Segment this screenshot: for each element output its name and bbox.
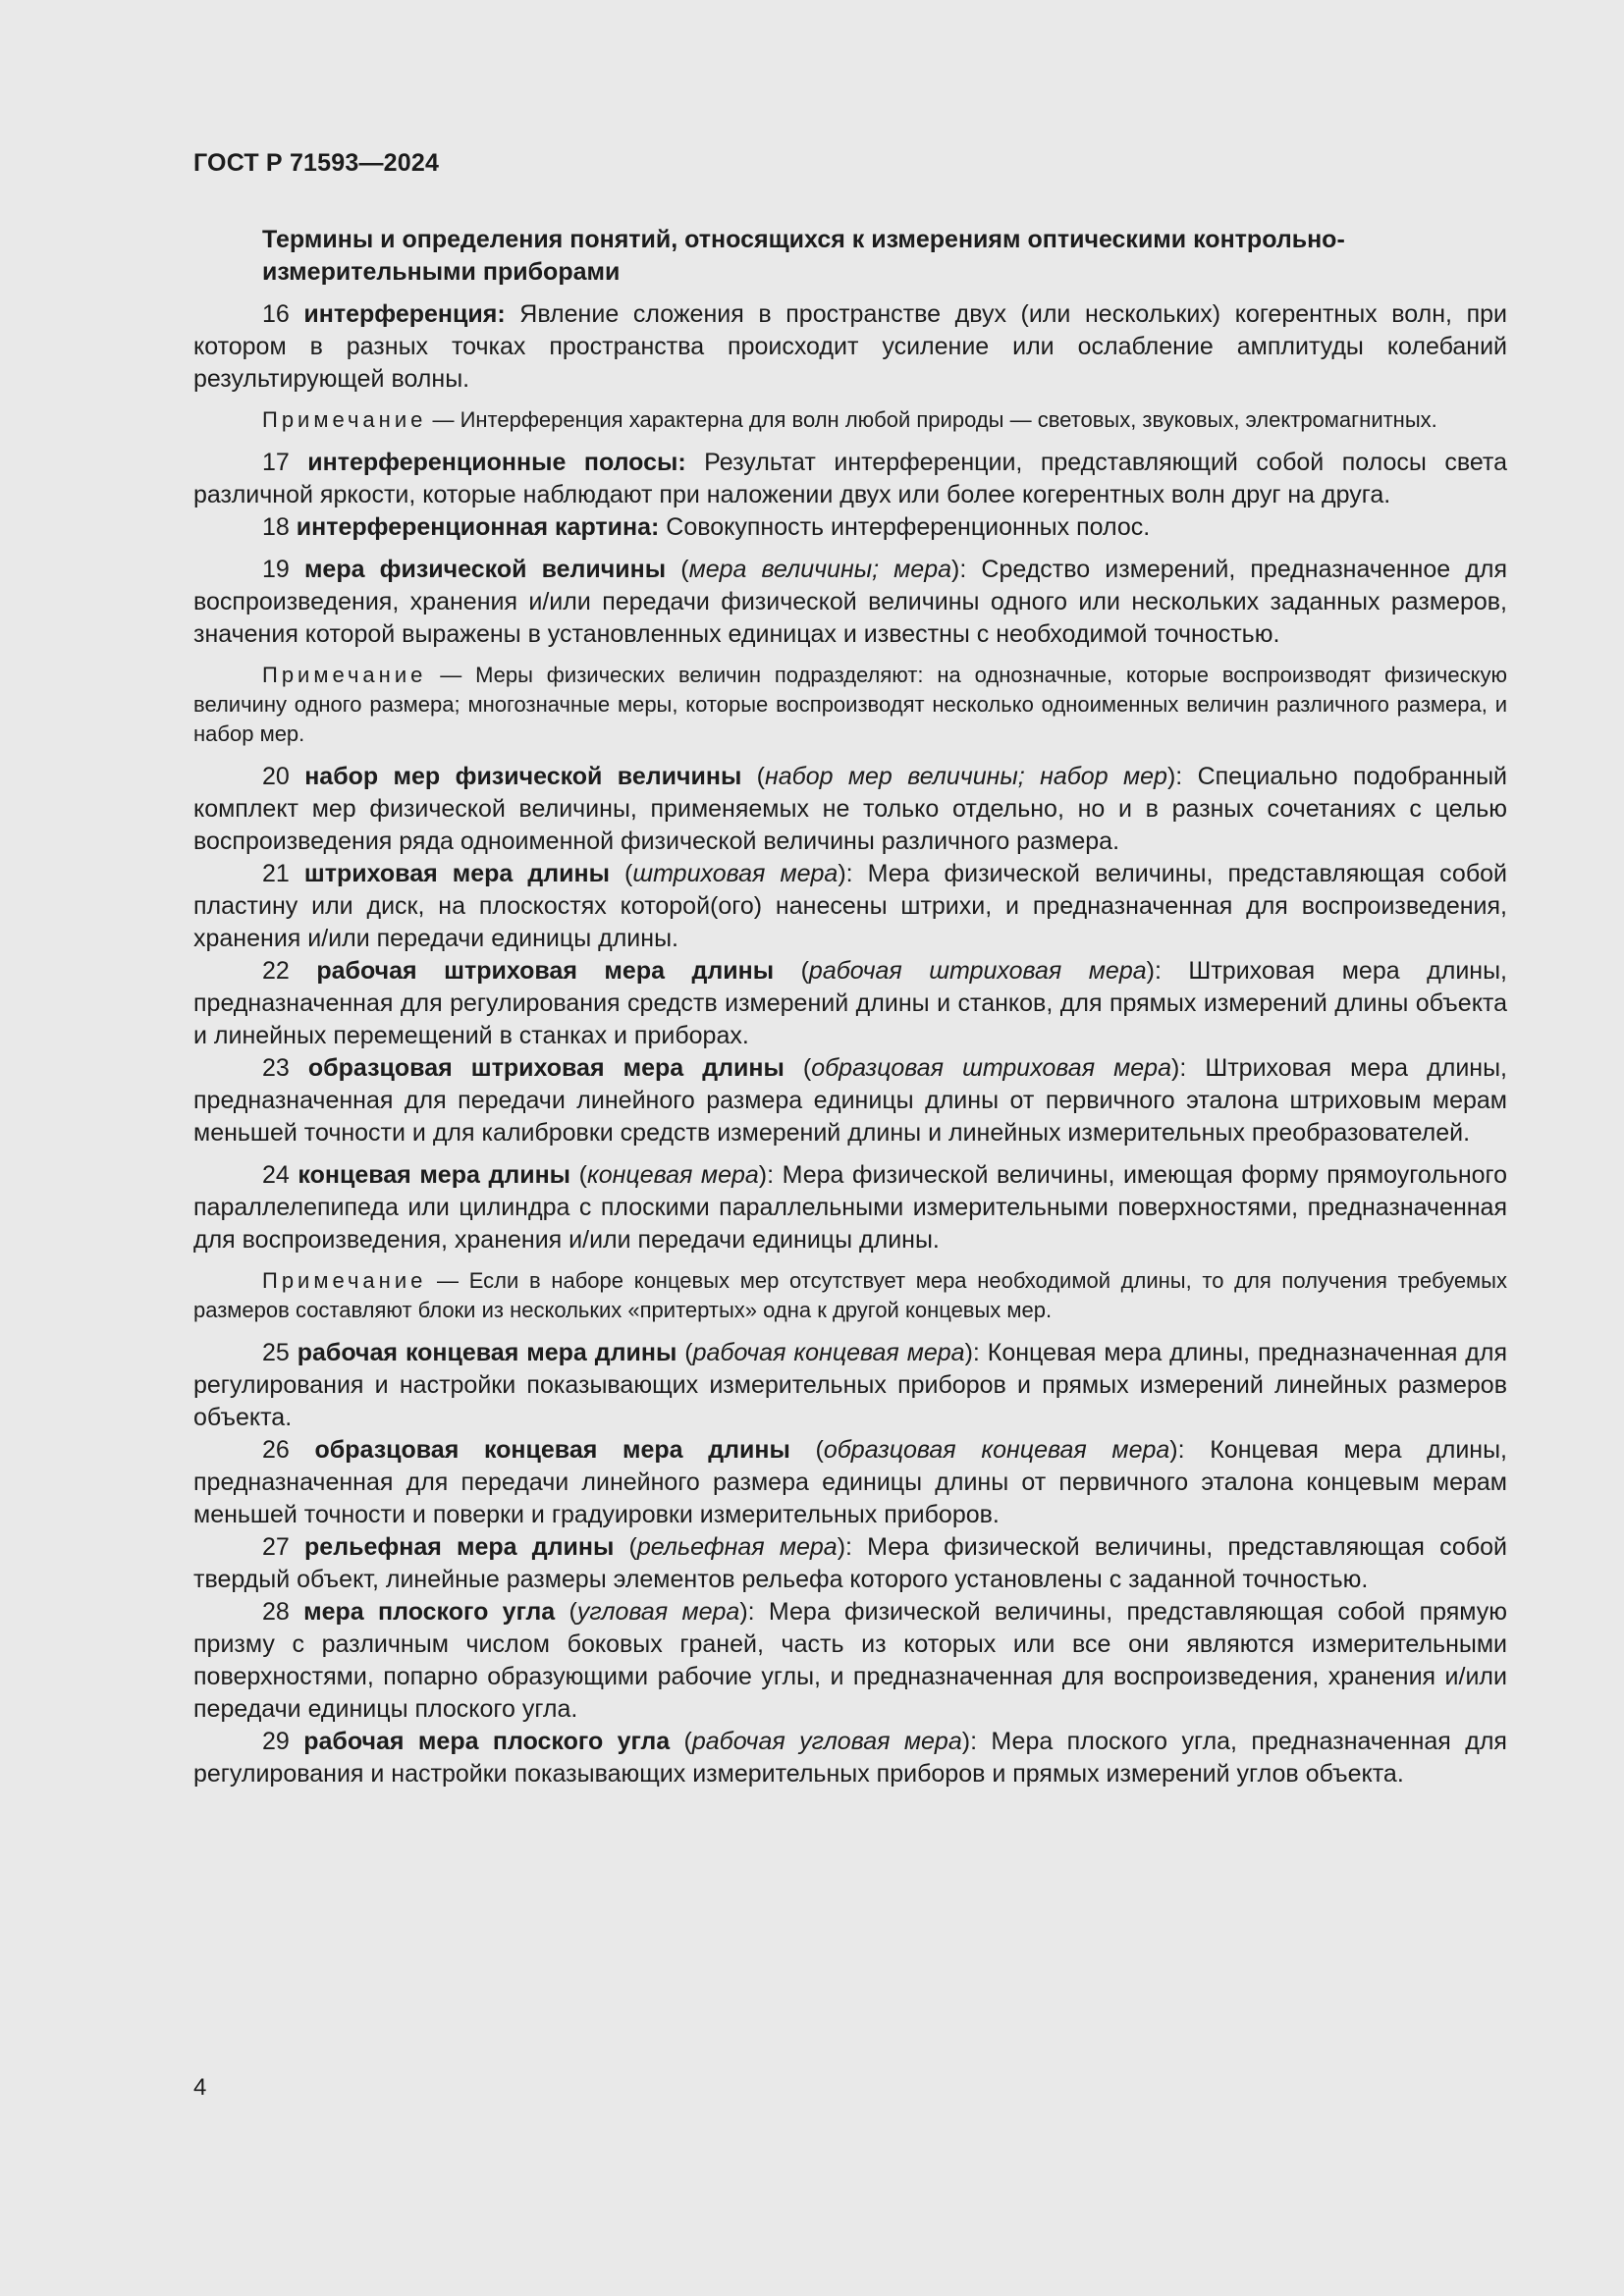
term-entry: 21 штриховая мера длины (штриховая мера): Мера физической величины, представляющая собой пластину или диск, на плоскостях которой(ого) нанесены штрихи, и предназначенная для воспроизведения, хранения и/или передачи единицы длины.: [193, 860, 1508, 952]
term-entry: 27 рельефная мера длины (рельефная мера): Мера физической величины, представляющая собой твердый объект, линейные размеры элементов рельефа которого установлены с заданной точностью.: [193, 1533, 1508, 1593]
term-list: [193, 298, 1507, 1790]
term-name: интерференционные полосы:: [307, 449, 686, 476]
term-name: интерференционная картина:: [296, 513, 660, 541]
note-text: — Если в наборе концевых мер отсутствует мера необходимой длины, то для получения требуемых размеров составляют блоки из нескольких «притертых» одна к другой концевых мер.: [193, 1268, 1507, 1322]
term-synonym: набор мер величины; набор мер: [765, 763, 1167, 790]
term-number: 29: [262, 1728, 290, 1755]
term-name: рабочая мера плоского угла: [303, 1728, 671, 1755]
note-text: — Интерференция характерна для волн любой природы — световых, звуковых, электромагнитных.: [426, 407, 1437, 432]
term-definition: : Штриховая мера длины, предназначенная для регулирования средств измерений длины и станков, для прямых измерений длины объекта и линейных перемещений в станках и приборах.: [193, 957, 1507, 1049]
term-entry: 29 рабочая мера плоского угла (рабочая угловая мера): Мера плоского угла, предназначенная для регулирования и настройки показывающих измерительных приборов и прямых измерений углов объекта.: [193, 1728, 1507, 1788]
term-number: 16: [262, 300, 290, 328]
term-number: 22: [262, 957, 290, 985]
term-entry: [193, 298, 1507, 396]
term-entry: 25 рабочая концевая мера длины (рабочая концевая мера): Концевая мера длины, предназначенная для регулирования и настройки показывающих измерительных приборов и прямых измерений линейных размеров объекта.: [193, 1339, 1508, 1431]
term-definition: Совокупность интерференционных полос.: [659, 513, 1151, 541]
note-label: Примечание: [262, 407, 427, 432]
term-synonym: концевая мера: [586, 1161, 759, 1189]
term-note: [193, 1266, 1507, 1325]
term-entry: 28 мера плоского угла (угловая мера): Мера физической величины, представляющая собой прямую призму с различным числом боковых граней, часть из которых или все они являются измерительными поверхностями, попарно образующими рабочие углы, и предназначенная для воспроизведения, хранения и/или передачи единицы плоского угла.: [193, 1598, 1508, 1723]
document-body: [193, 224, 1507, 1790]
term-definition: Результат интерференции, представляющий собой полосы света различной яркости, которые наблюдают при наложении двух или более когерентных волн друг на друга.: [193, 449, 1507, 508]
term-synonym: штриховая мера: [632, 860, 839, 887]
term-synonym: угловая мера: [576, 1598, 740, 1626]
term-number: 18: [262, 513, 290, 541]
term-number: 17: [262, 449, 290, 476]
term-definition: : Средство измерений, предназначенное для воспроизведения, хранения и/или передачи физической величины одного или нескольких заданных размеров, значения которой выражены в установленных единицах и известны с необходимой точностью.: [193, 556, 1507, 648]
note-text: — Меры физических величин подразделяют: на однозначные, которые воспроизводят физическую величину одного размера; многозначные меры, которые воспроизводят несколько одноименных величин различного размера, и набор мер.: [193, 663, 1507, 746]
term-synonym: мера величины; мера: [688, 556, 952, 583]
term-number: 24: [262, 1161, 290, 1189]
term-name: интерференция:: [303, 300, 506, 328]
term-entry: [193, 511, 1507, 544]
term-definition: : Мера физической величины, представляющая собой пластину или диск, на плоскостях которой(ого) нанесены штрихи, и предназначенная для воспроизведения, хранения и/или передачи единицы длины.: [193, 860, 1508, 952]
term-entry: 26 образцовая концевая мера длины (образцовая концевая мера): Концевая мера длины, предназначенная для передачи линейного размера единицы длины от первичного эталона концевым мерам меньшей точности и поверки и градуировки измерительных приборов.: [193, 1436, 1508, 1528]
term-name: мера плоского угла: [303, 1598, 556, 1626]
term-name: рабочая штриховая мера длины: [316, 957, 775, 985]
term-definition: Явление сложения в пространстве двух (или нескольких) когерентных волн, при котором в разных точках пространства происходит усиление или ослабление амплитуды колебаний результирующей волны.: [193, 300, 1507, 393]
term-name: набор мер физической величины: [304, 763, 742, 790]
term-name: образцовая штриховая мера длины: [307, 1054, 785, 1082]
term-synonym: рабочая концевая мера: [692, 1339, 965, 1366]
term-name: рельефная мера длины: [304, 1533, 615, 1561]
term-number: 26: [262, 1436, 290, 1464]
term-name: концевая мера длины: [298, 1161, 571, 1189]
term-synonym: образцовая концевая мера: [823, 1436, 1170, 1464]
term-number: 23: [262, 1054, 290, 1082]
term-entry: 22 рабочая штриховая мера длины (рабочая штриховая мера): Штриховая мера длины, предназначенная для регулирования средств измерений длины и станков, для прямых измерений длины объекта и линейных перемещений в станках и приборах.: [193, 957, 1507, 1049]
term-number: 21: [262, 860, 290, 887]
term-note: [193, 661, 1507, 749]
term-entry: 19 мера физической величины (мера величины; мера): Средство измерений, предназначенное для воспроизведения, хранения и/или передачи физической величины одного или нескольких заданных размеров, значения которой выражены в установленных единицах и известны с необходимой точностью.: [193, 556, 1507, 648]
term-definition: : Мера физической величины, представляющая собой прямую призму с различным числом боковых граней, часть из которых или все они являются измерительными поверхностями, попарно образующими рабочие углы, и предназначенная для воспроизведения, хранения и/или передачи единицы плоского угла.: [193, 1598, 1508, 1723]
term-definition: : Мера физической величины, имеющая форму прямоугольного параллелепипеда или цилиндра с плоскими параллельными измерительными поверхностями, предназначенная для воспроизведения, хранения и/или передачи единицы длины.: [193, 1161, 1507, 1254]
term-definition: : Мера физической величины, представляющая собой твердый объект, линейные размеры элементов рельефа которого установлены с заданной точностью.: [193, 1533, 1508, 1593]
section-title: Термины и определения понятий, относящихся к измерениям оптическими контрольно-измерительными приборами: [262, 226, 1345, 286]
term-note: [193, 405, 1507, 435]
term-definition: : Концевая мера длины, предназначенная для передачи линейного размера единицы длины от первичного эталона концевым мерам меньшей точности и поверки и градуировки измерительных приборов.: [193, 1436, 1508, 1528]
term-name: образцовая концевая мера длины: [314, 1436, 790, 1464]
note-label: Примечание: [262, 663, 427, 687]
term-number: 28: [262, 1598, 290, 1626]
term-synonym: рабочая штриховая мера: [808, 957, 1147, 985]
term-entry: 20 набор мер физической величины (набор мер величины; набор мер): Специально подобранный комплект мер физической величины, применяемых не только отдельно, но и в разных сочетаниях с целью воспроизведения ряда одноименной физической величины различного размера.: [193, 763, 1507, 855]
term-number: 25: [262, 1339, 290, 1366]
term-number: 20: [262, 763, 290, 790]
term-definition: : Штриховая мера длины, предназначенная для передачи линейного размера единицы длины от первичного эталона штриховым мерам меньшей точности и для калибровки средств измерений длины и линейных измерительных преобразователей.: [193, 1054, 1508, 1147]
term-name: штриховая мера длины: [303, 860, 610, 887]
term-entry: [193, 447, 1507, 511]
term-definition: : Мера плоского угла, предназначенная для регулирования и настройки показывающих измерительных приборов и прямых измерений углов объекта.: [193, 1728, 1507, 1788]
note-label: Примечание: [262, 1268, 427, 1293]
term-definition: : Концевая мера длины, предназначенная для регулирования и настройки показывающих измерительных приборов и прямых измерений линейных размеров объекта.: [193, 1339, 1508, 1431]
term-entry: 23 образцовая штриховая мера длины (образцовая штриховая мера): Штриховая мера длины, предназначенная для передачи линейного размера единицы длины от первичного эталона штриховым мерам меньшей точности и для калибровки средств измерений длины и линейных измерительных преобразователей.: [193, 1054, 1508, 1147]
term-synonym: рельефная мера: [636, 1533, 838, 1561]
term-number: 19: [262, 556, 290, 583]
term-entry: 24 концевая мера длины (концевая мера): Мера физической величины, имеющая форму прямоугольного параллелепипеда или цилиндра с плоскими параллельными измерительными поверхностями, предназначенная для воспроизведения, хранения и/или передачи единицы длины.: [193, 1161, 1507, 1254]
page-number: 4: [193, 2074, 207, 2101]
term-name: рабочая концевая мера длины: [297, 1339, 677, 1366]
document-header: ГОСТ Р 71593—2024: [193, 149, 440, 177]
term-number: 27: [262, 1533, 290, 1561]
term-definition: : Специально подобранный комплект мер физической величины, применяемых не только отдельно, но и в разных сочетаниях с целью воспроизведения ряда одноименной физической величины различного размера.: [193, 763, 1507, 855]
term-name: мера физической величины: [303, 556, 667, 583]
term-synonym: рабочая угловая мера: [691, 1728, 962, 1755]
term-synonym: образцовая штриховая мера: [811, 1054, 1171, 1082]
